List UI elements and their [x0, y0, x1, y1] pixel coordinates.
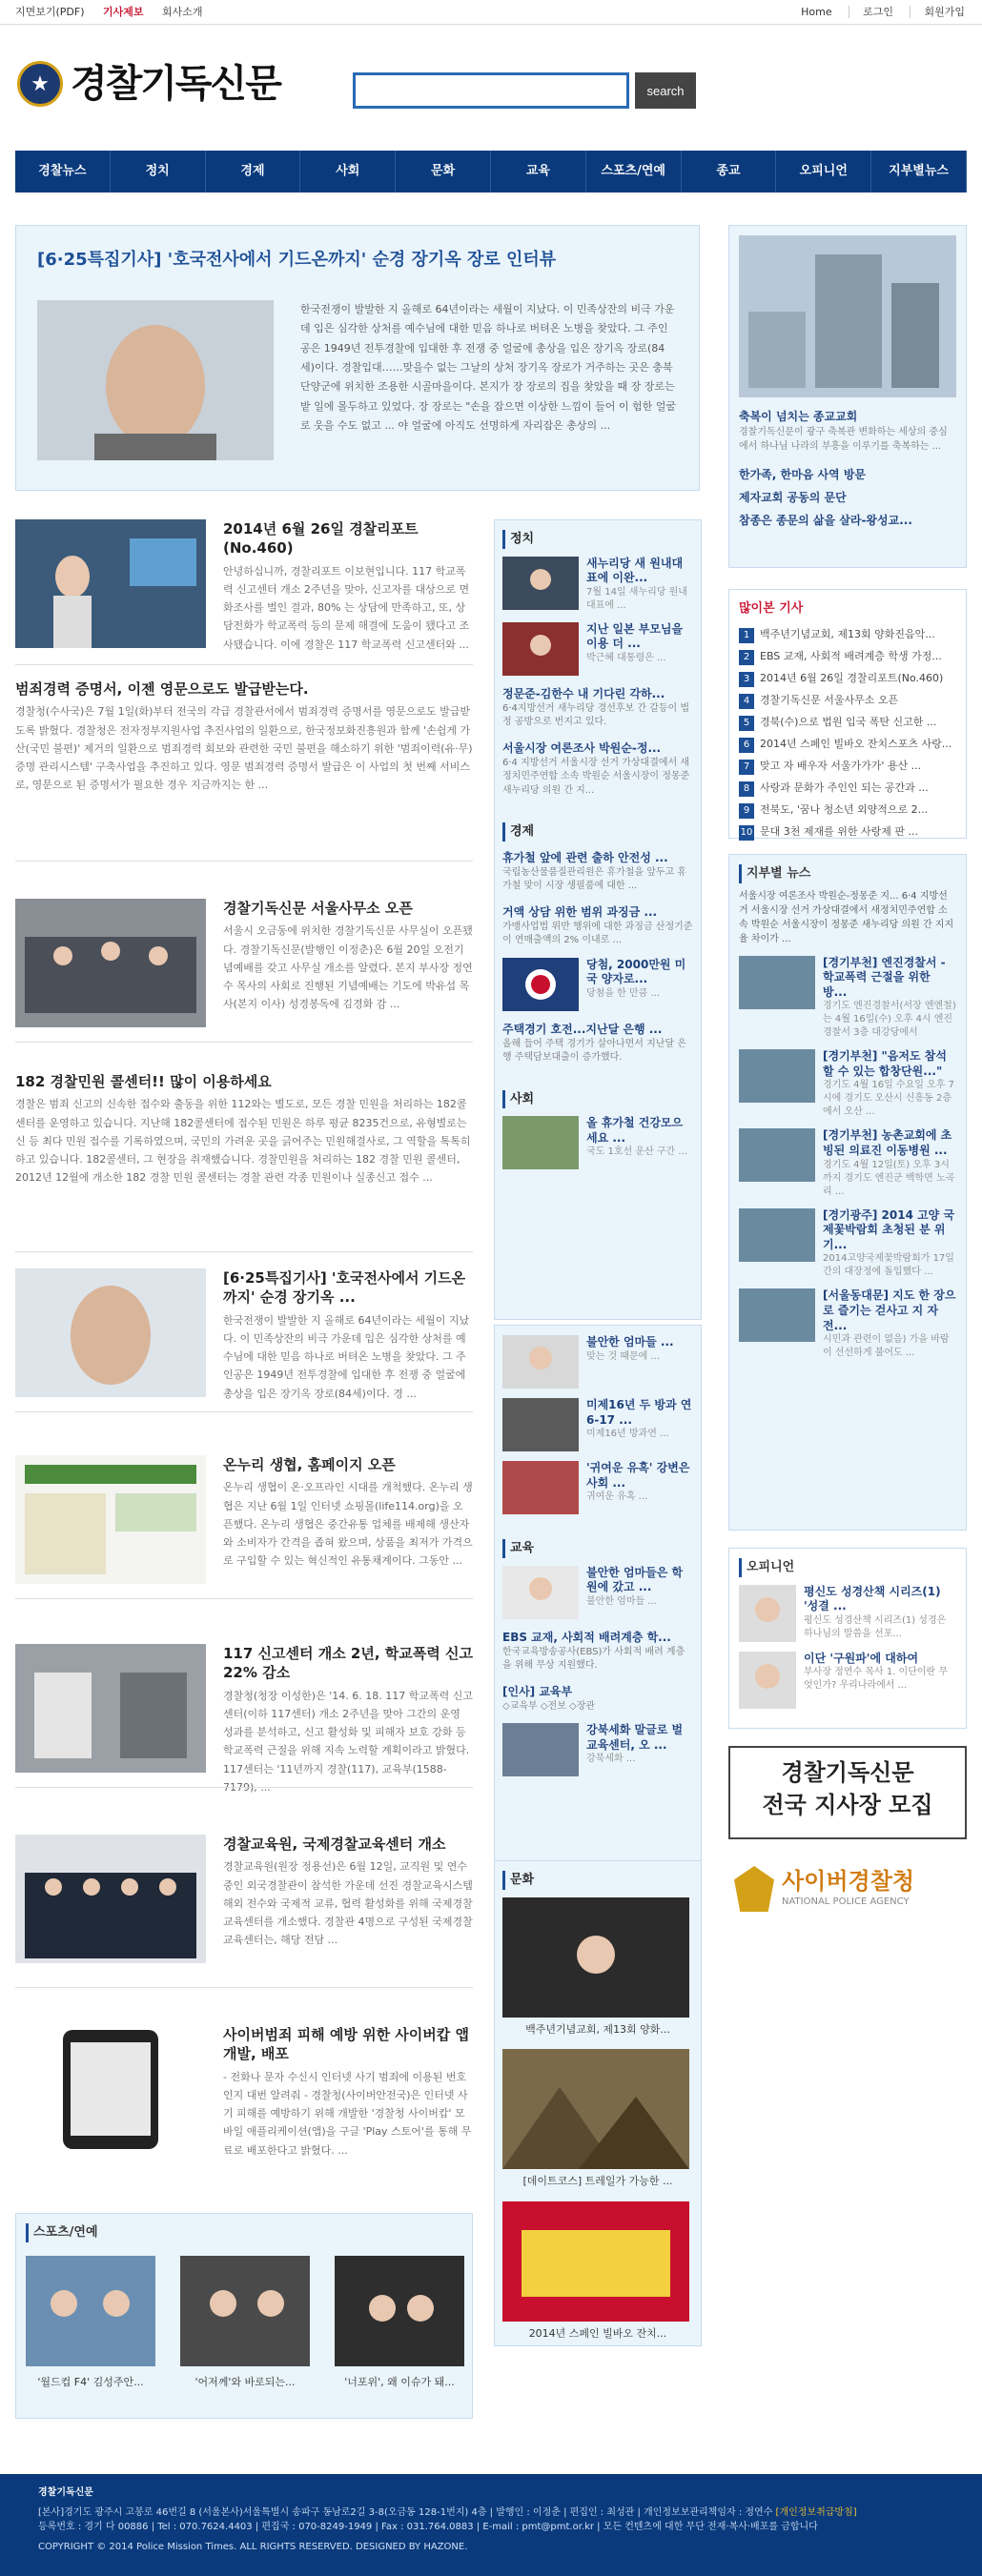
education-summary: ◇교육부 ◇전보 ◇장관	[502, 1700, 596, 1712]
economy-title[interactable]: 당첨, 2000만원 미국 양자로...	[586, 957, 686, 986]
list-item[interactable]	[739, 668, 956, 690]
list-item[interactable]	[502, 1683, 693, 1714]
article-summary: 한국전쟁이 발발한 지 올해로 64년이라는 세월이 지났다. 이 민족상잔의 비극 가운데 입은 심각한 상처를 예수님에 대한 믿음 하나로 버텨온 노병을 찾았다. 그 주인공은 1949년 전투경찰에 입대한 후 전쟁 중 얼굴에 총상을 입은 장기옥 장로(84세)이다. 경 ...	[223, 1313, 470, 1400]
list-item[interactable]	[739, 1049, 956, 1119]
nav-item[interactable]: 정치	[111, 151, 206, 193]
economy-title[interactable]: 휴가철 앞에 관련 출하 안전성 ...	[502, 850, 668, 864]
society-thumbnail[interactable]	[502, 1398, 579, 1451]
rank-number: 2	[739, 650, 754, 665]
article-title[interactable]: 경찰기독신문 서울사무소 오픈	[223, 900, 413, 917]
list-item[interactable]	[26, 2256, 155, 2391]
list-item[interactable]	[739, 646, 956, 668]
popular-title[interactable]: 2014년 스페인 빌바오 잔치스포츠 사랑...	[760, 737, 952, 750]
article-thumbnail[interactable]	[15, 899, 206, 1027]
regional-section	[728, 854, 967, 1531]
regional-summary: 2014고양국제꽃박람회가 17일 간의 대장정에 돌입했다 ...	[823, 1253, 954, 1278]
cyber-police-banner[interactable]	[734, 1866, 914, 1912]
article-summary: 서울시 오금동에 위치한 경찰기독신문 사무실이 오픈됐다. 경찰기독신문(발행인 이정춘)은 6월 20일 오전기념예배를 갖고 사무실 개소를 알렸다. 본지 부사장 정연수 목사의 사회로 진행된 기념예배는 기도에 박유섭 목사(본지 이사) 성경봉독에 김경화 감 ...	[223, 924, 473, 1011]
list-item[interactable]	[502, 1398, 693, 1451]
list-item[interactable]	[502, 1461, 693, 1514]
education-thumbnail[interactable]	[502, 1566, 579, 1619]
list-item[interactable]	[502, 1566, 693, 1619]
regional-title[interactable]: [경기부천] "음저도 참석 할 수 있는 합창단원..."	[823, 1049, 947, 1078]
regional-thumbnail[interactable]	[739, 1128, 815, 1182]
education-title[interactable]: 강북세화 말글로 벌교육센터, 오 ...	[586, 1723, 684, 1752]
politics-section	[495, 520, 701, 813]
home-link[interactable]: Home	[801, 6, 832, 18]
featured-article[interactable]	[15, 225, 700, 491]
list-item[interactable]	[739, 624, 956, 646]
politics-thumbnail[interactable]	[502, 622, 579, 676]
regional-summary: 경기도 엔진경찰서(서장 엔엔철)는 4월 16일(수) 오후 4시 엔진경찰서 3층 대강당에서	[823, 1001, 956, 1039]
economy-title[interactable]: 거액 상담 위한 범위 과징금 ...	[502, 904, 658, 919]
society-thumbnail[interactable]	[502, 1461, 579, 1514]
politics-summary: 6·4 지방선거 서울시장 선거 가상대결에서 새정치민주연합 소속 박원순 서울시장이 정몽준 새누리당 의원 간 지...	[502, 757, 690, 796]
regional-summary: 시민과 관련이 없음) 가을 바람이 선선하게 불어도 ...	[823, 1334, 950, 1359]
culture-caption[interactable]: 2014년 스페인 빌바오 잔치...	[528, 2326, 667, 2340]
culture-thumbnail[interactable]	[502, 1897, 689, 2018]
education-section	[495, 1530, 701, 1792]
politics-title[interactable]: 정문준-김한수 내 기다린 각하...	[502, 686, 665, 700]
join-link[interactable]: 회원가입	[910, 6, 965, 18]
popular-title[interactable]: 사랑과 문화가 주인인 되는 공간과 ...	[760, 781, 929, 794]
rank-number: 4	[739, 694, 754, 709]
regional-header: 지부별 뉴스	[739, 864, 956, 883]
opinion-thumbnail[interactable]	[739, 1652, 796, 1709]
society-title[interactable]: 불안한 엄마들 ...	[586, 1335, 674, 1349]
list-item[interactable]	[502, 685, 693, 730]
list-item[interactable]: 제자교회 공동의 문단	[739, 491, 847, 504]
nav-item[interactable]: 사회	[300, 151, 396, 193]
opinion-summary: 평신도 성경산책 시리즈(1) 성경은 하나님의 말씀을 선포...	[804, 1614, 947, 1639]
regional-title[interactable]: [경기광주] 2014 고양 국제꽃박람회 초청된 분 위기...	[823, 1207, 955, 1251]
education-title[interactable]: EBS 교재, 사회적 배려계층 학...	[502, 1630, 671, 1644]
culture-section	[494, 1860, 702, 2346]
nav-item[interactable]: 경제	[206, 151, 301, 193]
society-title[interactable]: 미제16년 두 방과 연 6-17 ...	[586, 1398, 692, 1427]
article-title[interactable]: 범죄경력 증명서, 이젠 영문으로도 발급받는다.	[15, 680, 309, 698]
society-title[interactable]: 올 휴가철 건강모으세요 ...	[586, 1116, 684, 1145]
list-item[interactable]	[739, 956, 956, 1041]
article-thumbnail[interactable]	[15, 1268, 206, 1397]
site-title: 경찰기독신문	[71, 62, 280, 106]
article-title[interactable]: 2014년 6월 26일 경찰리포트 (No.460)	[223, 520, 419, 558]
list-item[interactable]	[739, 690, 956, 712]
featured-title[interactable]: [6·25특집기사] '호국전사에서 기드온까지' 순경 장기옥 장로 인터뷰	[37, 250, 557, 270]
society-summary: 귀여운 유혹 ...	[586, 1491, 648, 1503]
list-item[interactable]: 참종은 종문의 삶을 살라-왕성교...	[739, 514, 912, 527]
nav-item[interactable]: 문화	[396, 151, 491, 193]
society-summary: 맞는 것 때문에 ...	[586, 1350, 661, 1362]
nav-item[interactable]: 종교	[682, 151, 777, 193]
nav-item[interactable]: 교육	[491, 151, 586, 193]
list-item[interactable]	[180, 2256, 310, 2391]
list-item[interactable]	[502, 849, 693, 894]
opinion-thumbnail[interactable]	[739, 1585, 796, 1642]
list-item[interactable]	[502, 1021, 693, 1065]
article-thumbnail[interactable]	[15, 2025, 206, 2154]
regional-title[interactable]: [경기부천] 농촌교회에 초빙된 의료진 이동병원 ...	[823, 1128, 952, 1158]
about-link[interactable]: 회사소개	[162, 6, 203, 18]
economy-summary: 국립농산물품질관리원은 휴가철을 앞두고 휴가철 맞이 시장 생필품에 대한 ...	[502, 866, 687, 892]
popular-title[interactable]: 2014년 6월 26일 경찰리포트(No.460)	[760, 671, 944, 684]
popular-title[interactable]: 맞고 자 배우자 서울가가가' 용산 ...	[760, 759, 922, 772]
regional-summary: 경기도 4월 12일(토) 오후 3시까지 경기도 엔진군 백학면 노곡리 ...	[823, 1159, 955, 1197]
list-item[interactable]	[739, 1128, 956, 1198]
list-item[interactable]	[502, 1116, 693, 1169]
politics-title[interactable]: 새누리당 새 원내대표에 이완...	[586, 556, 684, 585]
economy-thumbnail[interactable]	[502, 958, 579, 1011]
regional-thumbnail[interactable]	[739, 956, 815, 1009]
list-item[interactable]	[502, 903, 693, 948]
society-thumbnail[interactable]	[502, 1116, 579, 1169]
opinion-header: 오피니언	[739, 1558, 956, 1577]
society-section	[495, 1081, 701, 1186]
search-box	[353, 72, 685, 109]
education-summary: 강북세화 ...	[586, 1754, 636, 1765]
popular-title[interactable]: EBS 교재, 사회적 배려계층 학생 가정...	[760, 649, 942, 662]
politics-title[interactable]: 지난 일본 부모님을 이용 더 ...	[586, 621, 684, 651]
economy-header: 경제	[502, 822, 693, 842]
church-photo[interactable]	[739, 235, 956, 397]
popular-header: 많이본 기사	[739, 601, 804, 616]
top-bar	[0, 0, 982, 25]
nav-item[interactable]: 경찰뉴스	[15, 151, 111, 193]
popular-title[interactable]: 경북(수)으로 법원 입국 폭탄 신고한 ...	[760, 715, 937, 728]
article-title[interactable]: 사이버범죄 피해 예방 위한 사이버캅 앱 개발, 배포	[223, 2026, 469, 2063]
politics-title[interactable]: 서울시장 여론조사 박원순-정...	[502, 740, 662, 755]
list-item[interactable]	[739, 1288, 956, 1360]
list-item[interactable]	[739, 778, 956, 800]
article-title[interactable]: 온누리 생협, 홈페이지 오픈	[223, 1456, 396, 1473]
article-thumbnail[interactable]	[15, 519, 206, 648]
sports-header: 스포츠/연예	[26, 2223, 98, 2242]
middle-column	[494, 519, 702, 1320]
list-item[interactable]	[502, 557, 693, 613]
article-summary: 경찰청(수사국)은 7월 1일(화)부터 전국의 각급 경찰관서에서 범죄경력 증명서를 영문으로도 발급받도록 밝혔다. 경찰청은 전자정부지원사업 추진사업의 일환으로, 한국정보화진흥원과 함께 '손쉽게 가산(국민 불편)' 제거의 일환으로 범죄경력 회보와 관련한 국민 불편을 해소하기 위한 '범죄이력(유·무)증명 관리시스템' 구축사업을 추진하고 있다. 영문 범죄경력 증명서 발급은 이 사업의 첫 번째 서비스로, 영문으로 된 증명서가 필요한 경우 지금까지는 한 ...	[15, 705, 473, 792]
list-item[interactable]	[739, 1208, 956, 1280]
popular-title[interactable]: 전북도, '꿈나 청소년 외양적으로 2...	[760, 802, 929, 816]
sports-caption[interactable]: '너포위', 왜 이슈가 돼...	[344, 2376, 455, 2388]
regional-thumbnail[interactable]	[739, 1208, 815, 1262]
banner-line1: 경찰기독신문	[781, 1759, 914, 1786]
society-summary: 미제16년 방과연 ...	[586, 1429, 669, 1440]
regional-title[interactable]: [경기부천] 엔진경찰서 -학교폭력 근절을 위한 방...	[823, 955, 946, 999]
culture-caption[interactable]: [데이트코스] 트레일가 가능한 ...	[522, 2175, 673, 2187]
banner-line2: 전국 지사장 모집	[762, 1791, 933, 1818]
search-input[interactable]	[353, 72, 629, 109]
politics-summary: 6·4지방선거 새누리당 경선후보 간 갈등이 법정 공방으로 번지고 있다.	[502, 702, 690, 728]
article-summary: - 전화나 문자 수신시 인터넷 사기 범죄에 이용된 번호인지 대번 알려줘 - 경찰청(사이버안전국)은 인터넷 사기 피해를 예방하기 위해 개발한 '경찰청 사이버캅' 모바일 애플리케이션(앱)을 구글 'Play 스토어'를 통해 무료로 배포한다고 밝혔다. ...	[223, 2070, 472, 2157]
recruit-banner[interactable]	[728, 1746, 967, 1839]
article-thumbnail[interactable]	[15, 1455, 206, 1584]
opinion-title[interactable]: 이단 '구원파'에 대하여	[804, 1651, 919, 1665]
society-summary: 국도 1호선 운산 구간 ...	[586, 1146, 687, 1158]
regional-thumbnail[interactable]	[739, 1288, 815, 1342]
featured-summary: 한국전쟁이 발발한 지 올해로 64년이라는 세월이 지났다. 이 민족상잔의 비극 가운데 입은 심각한 상처를 예수님에 대한 믿음 하나로 버텨온 노병을 찾았다. 그 주인공은 1949년 전투경찰에 입대한 후 전쟁 중 얼굴에 총상을 입은 장기옥 장로(84세)이다. 경찰입대……맞을수 없는 그날의 상처 장기옥 장로가 거주하는 곳은 충북 단양군에 위치한 조용한 시골마을이다. 본지가 장 장로의 집을 찾았을 때 장 장로는 밭 일에 몰두하고 있었다. 장 장로는 "손을 잡으면 이상한 느낌이 들어 이 험한 얼굴로 웃을 수도 없고 ... 야 얼굴에 아직도 선명하게 자리잡은 총상의 ...	[300, 303, 677, 433]
footer-copyright: COPYRIGHT © 2014 Police Mission Times. ALL RIGHTS RESERVED. DESIGNED BY HAZONE.	[38, 2542, 468, 2552]
sports-thumbnail[interactable]	[26, 2256, 155, 2366]
article-title[interactable]: 117 신고센터 개소 2년, 학교폭력 신고 22% 감소	[223, 1645, 473, 1682]
article-summary: 경찰교육원(원장 정용선)은 6월 12일, 교직원 및 연수중인 외국경찰관이 참석한 가운데 선진 경찰교육시스템 해외 전수와 국제적 교류, 협력 활성화를 위해 국제경찰교육센터를 개소했다. 경찰관 4명으로 구성된 국제경찰교육센터는, 해당 전담 ...	[223, 1860, 473, 1947]
right-top-box	[728, 225, 967, 568]
list-item[interactable]	[739, 800, 956, 821]
article-title[interactable]: 182 경찰민원 콜센터!! 많이 이용하세요	[15, 1073, 272, 1090]
rank-number: 9	[739, 803, 754, 819]
culture-thumbnail[interactable]	[502, 2201, 689, 2322]
footer-line1: [본사]경기도 광주시 고봉로 46번길 8 (서울본사)서울특별시 송파구 동남로2길 3-8(오금동 128-1번지) 4층 | 발행인 : 이정춘 | 편집인 : 최성관 | 개인정보보관리책임자 : 정연수	[38, 2507, 773, 2518]
nav-item[interactable]: 지부별뉴스	[871, 151, 967, 193]
regional-title[interactable]: [서울동대문] 지도 한 장으로 즐기는 걷사고 지 자전...	[823, 1288, 956, 1332]
economy-summary: 올해 들어 주택 경기가 살아나면서 지난달 은행 주택담보대출이 증가했다.	[502, 1038, 686, 1064]
regional-summary[interactable]: 서울시장 여론조사 박원순-정몽준 지... 6·4 지방선거 서울시장 선거 가상대결에서 새정치민주연합 소속 박원순 서울시장이 정몽준 새누리당 의원 간 지지율 차이가 ...	[739, 890, 954, 944]
economy-summary: 가맹사업법 위반 행위에 대한 과징금 산정기준이 연매출액의 2% 이내로 ...	[502, 921, 693, 946]
economy-section	[495, 813, 701, 1081]
popular-title[interactable]: 경찰기독신문 서울사무소 오픈	[760, 693, 899, 706]
article-thumbnail[interactable]	[15, 1644, 206, 1773]
sports-thumbnail[interactable]	[180, 2256, 310, 2366]
list-item[interactable]	[739, 712, 956, 734]
pdf-link[interactable]: 지면보기(PDF)	[15, 6, 85, 18]
article-summary: 안녕하십니까, 경찰리포트 이보현입니다. 117 학교폭력 신고센터 개소 2주년을 맞아, 신고자를 대상으로 면화조사를 벌인 결과, 80% 는 상담에 만족하고, 또, 상담전화가 학교폭력 등의 문제 해결에 도움이 됐다고 조사됐습니다. 이에 경찰은 117 학교폭력 신고센터와 ...	[223, 564, 470, 651]
nav-item[interactable]: 스포츠/연예	[586, 151, 682, 193]
police-name: 사이버경찰청	[782, 1868, 915, 1896]
login-link[interactable]: 로그인	[849, 6, 893, 18]
list-item[interactable]	[739, 1652, 956, 1709]
list-item[interactable]	[739, 734, 956, 756]
list-item[interactable]	[15, 1072, 473, 1187]
list-item[interactable]: 한가족, 한마음 사역 방문	[739, 468, 867, 481]
list-item[interactable]	[502, 2201, 693, 2343]
education-title[interactable]: [인사] 교육부	[502, 1684, 573, 1698]
footer-brand: 경찰기독신문	[38, 2487, 93, 2498]
list-item[interactable]	[502, 958, 693, 1011]
site-logo[interactable]	[17, 61, 280, 107]
article-title[interactable]: 경찰교육원, 국제경찰교육센터 개소	[223, 1836, 446, 1853]
politics-summary: 7월 14일 새누리당 원내대표에 ...	[586, 586, 687, 611]
article-summary: 온누리 생협이 온·오프라인 시대를 개척했다. 온누리 생협은 지난 6월 1일 인터넷 쇼핑몰(life114.org)을 오픈했다. 온누리 생협은 중간유통 업체를 배제해 생산자와 소비자가 간격을 좁혀 왔으며, 상품을 최저가 가격으로 구입할 수 있는 혁신적인 유통채계이다. 그동안 ...	[223, 1481, 473, 1568]
sports-section	[15, 2213, 473, 2419]
rank-number: 1	[739, 628, 754, 643]
rank-number: 3	[739, 672, 754, 687]
police-sub: NATIONAL POLICE AGENCY	[782, 1896, 910, 1907]
article-thumbnail[interactable]	[15, 1835, 206, 1963]
footer-address	[38, 2505, 944, 2520]
popular-title[interactable]: 문대 3천 제재를 위한 사랑제 판 ...	[760, 824, 918, 838]
list-item[interactable]	[15, 679, 473, 795]
list-item[interactable]	[739, 1585, 956, 1642]
list-item[interactable]	[502, 622, 693, 676]
footer-contact: 등록번호 : 경기 다 00886 | Tel : 070.7624.4403 | 편집국 : 070-8249-1949 | Fax : 031.764.0883 | E-mail : pmt@pmt.or.kr | 모든 컨텐츠에 대한 무단 전재·복사·배포를 금합니다	[38, 2522, 818, 2532]
sports-caption[interactable]: '월드컵 F4' 김성주안...	[37, 2376, 144, 2388]
police-emblem-icon: ★	[17, 61, 63, 107]
culture-header: 문화	[502, 1871, 693, 1890]
society-thumbnail[interactable]	[502, 1335, 579, 1389]
right-text: 경찰기독신문이 광구 축복관 변화하는 세상의 중심에서 하나님 나라의 부흥을 이루기를 축복하는 ...	[739, 427, 948, 452]
list-item[interactable]	[502, 740, 693, 799]
popular-section	[728, 589, 967, 839]
article-title[interactable]: [6·25특집기사] '호국전사에서 기드온까지' 순경 장기옥 ...	[223, 1269, 466, 1307]
regional-thumbnail[interactable]	[739, 1049, 815, 1103]
list-item[interactable]	[502, 1335, 693, 1389]
economy-summary: 당첨을 한 만큼 ...	[586, 987, 661, 999]
economy-title[interactable]: 주택경기 호전...지난달 은행 ...	[502, 1022, 663, 1036]
politics-summary: 박근혜 대통령은 ...	[586, 652, 666, 663]
regional-summary: 경기도 4월 16일 수요일 오후 7시에 경기도 오산시 신흥동 2층에서 오산 ...	[823, 1080, 954, 1118]
site-footer	[0, 2474, 982, 2576]
rank-number: 5	[739, 716, 754, 731]
culture-thumbnail[interactable]	[502, 2049, 689, 2169]
sports-caption[interactable]: '어저께'와 바로되는...	[194, 2376, 296, 2388]
main-nav	[15, 151, 967, 193]
privacy-link[interactable]: [개인정보취급방침]	[775, 2507, 857, 2518]
list-item[interactable]	[739, 821, 956, 843]
featured-photo[interactable]	[37, 300, 274, 460]
opinion-section	[728, 1548, 967, 1729]
police-badge-icon	[734, 1866, 774, 1912]
opinion-summary: 부사장 정연수 목사 1. 이단이란 무엇인가? 우리나라에서 ...	[804, 1667, 949, 1692]
article-summary: 경찰청(청장 이성한)은 '14. 6. 18. 117 학교폭력 신고센터(이하 117센터) 개소 2주년을 맞아 그간의 운영 성과를 분석하고, 신고 활성화 및 피해자 보호 강화 등 학교폭력 근절을 위해 지속 노력할 계획이라고 밝혔다. 117센터는 '11년까지 경찰(117), 교육부(1588-7179), ...	[223, 1689, 473, 1794]
article-summary: 경찰은 범죄 신고의 신속한 접수와 출동을 위한 112와는 별도로, 모든 경찰 민원을 처리하는 182콜센터를 운영하고 있습니다. 지난해 182콜센터에 접수된 민원은 하루 평균 8235건으로, 유형별로는 신 등 최다 민원 접수를 기록하였으며, 국민의 가려운 곳을 긁어주는 민원해결사로, 그 역할을 톡톡히 하고 있습니다. 182콜센터, 그 현장을 취재했습니다. 경찰민원을 처리하는 182 경찰 민원 콜센터, 2012년 12월에 개소한 182 경찰 민원 콜센터는 경찰 관련 각종 민원이나 실종신고 접수 ...	[15, 1098, 471, 1185]
popular-title[interactable]: 백주년기념교회, 제13회 양화진음악...	[760, 627, 935, 640]
list-item[interactable]	[502, 1723, 693, 1776]
rank-number: 7	[739, 760, 754, 775]
report-link[interactable]: 기사제보	[103, 6, 144, 18]
nav-item[interactable]: 오피니언	[776, 151, 871, 193]
education-title[interactable]: 불안한 엄마들은 학원에 갔고 ...	[586, 1565, 684, 1594]
society-title[interactable]: '귀여운 유혹' 강변은 사회 ...	[586, 1461, 690, 1490]
rank-number: 6	[739, 738, 754, 753]
politics-thumbnail[interactable]	[502, 557, 579, 610]
opinion-title[interactable]: 평신도 성경산책 시리즈(1) '성결 ...	[804, 1584, 941, 1613]
education-summary: 한국교육방송공사(EBS)가 사회적 배려 계층을 위해 무상 지원했다.	[502, 1646, 685, 1671]
rank-number: 8	[739, 781, 754, 797]
list-item[interactable]	[739, 756, 956, 778]
list-item[interactable]	[502, 2049, 693, 2190]
education-header: 교육	[502, 1539, 693, 1558]
right-caption[interactable]: 축복이 넘치는 종교교회	[739, 410, 858, 423]
culture-caption[interactable]: 백주년기념교회, 제13회 양화...	[525, 2022, 670, 2036]
society-header: 사회	[502, 1090, 693, 1109]
education-summary: 불안한 엄마들 ...	[586, 1595, 657, 1607]
search-button[interactable]: search	[635, 72, 696, 109]
rank-number: 10	[739, 825, 754, 841]
politics-header: 정치	[502, 530, 693, 549]
list-item[interactable]	[502, 1897, 693, 2038]
list-item[interactable]	[502, 1629, 693, 1673]
sports-thumbnail[interactable]	[335, 2256, 464, 2366]
list-item[interactable]	[335, 2256, 464, 2391]
education-thumbnail[interactable]	[502, 1723, 579, 1776]
